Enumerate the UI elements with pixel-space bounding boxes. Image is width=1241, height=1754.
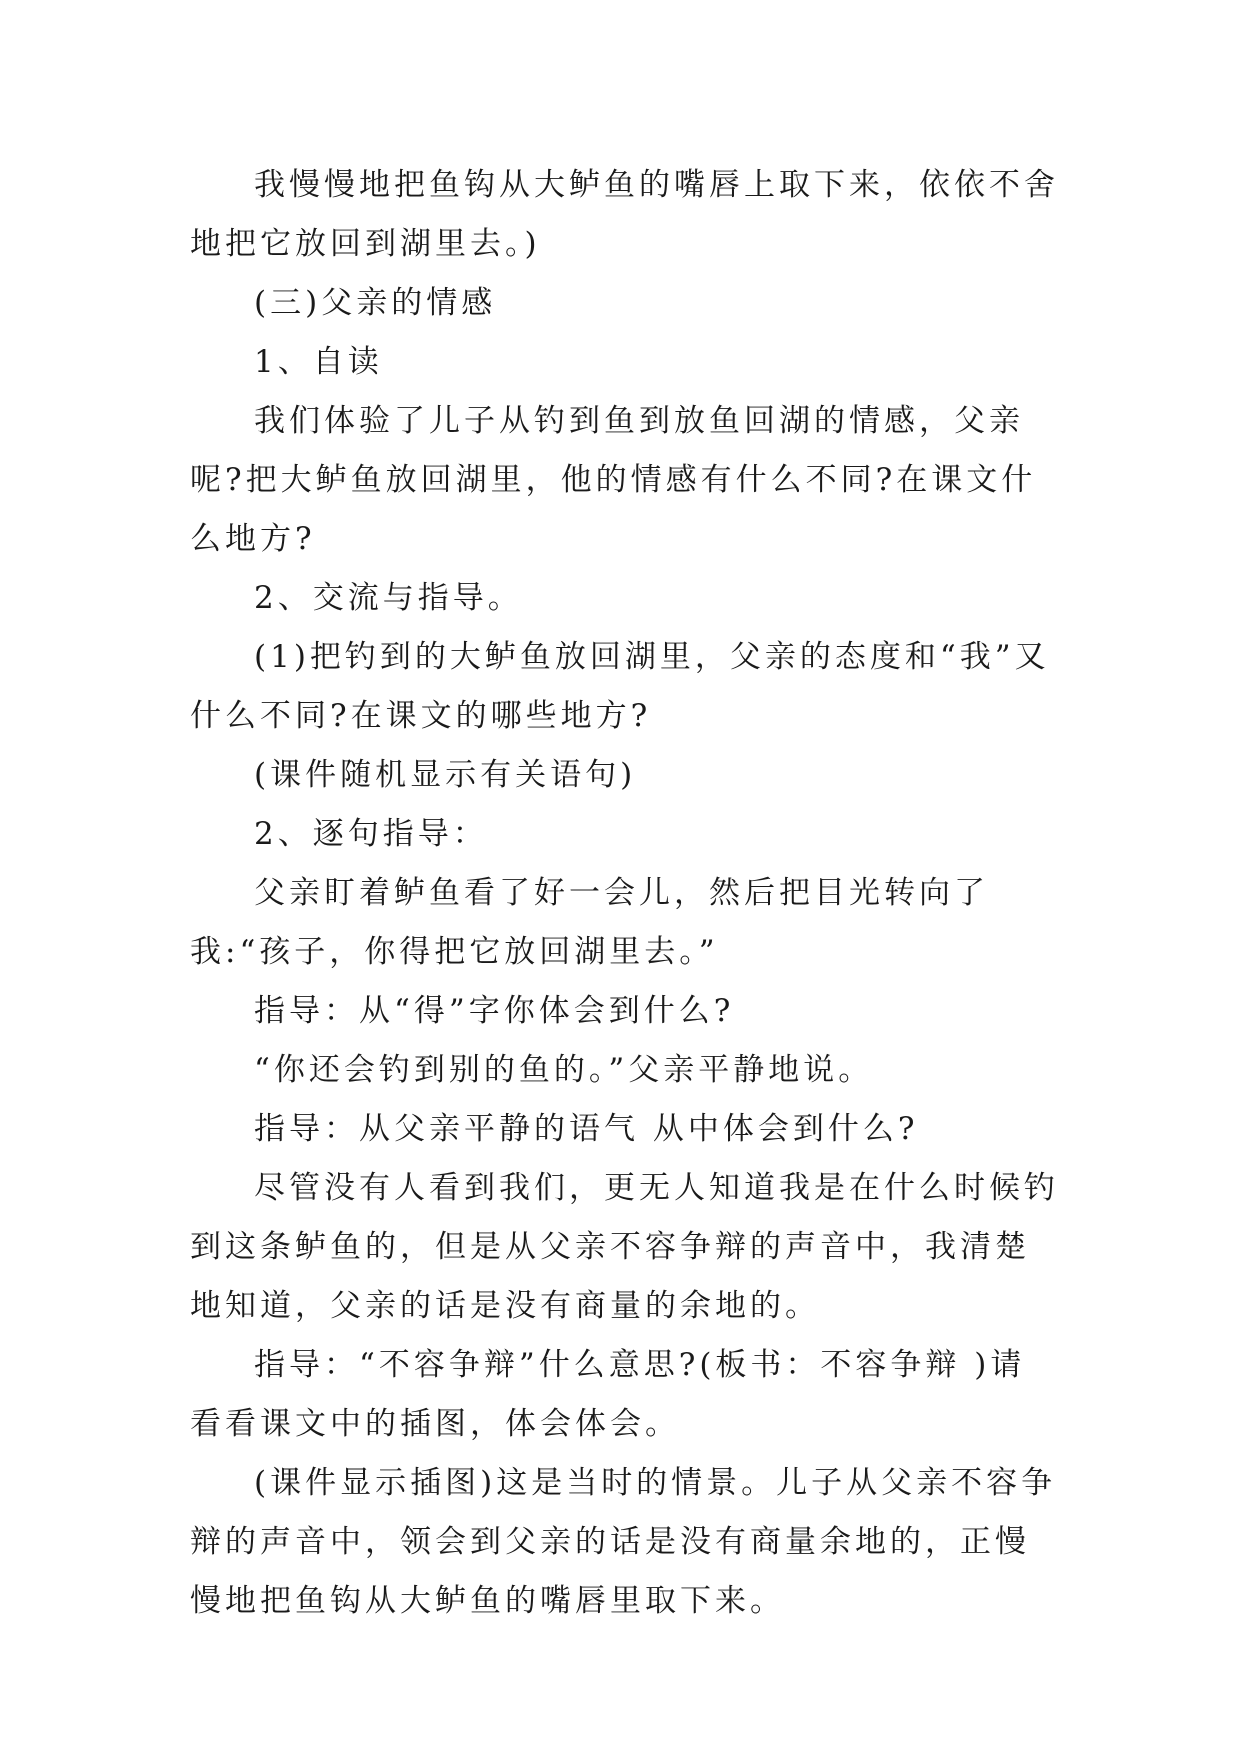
step-self-reading: 1、自读 — [254, 344, 383, 380]
document-body — [190, 156, 1060, 1631]
paragraph-release-fish: 我慢慢地把鱼钩从大鲈鱼的嘴唇上取下来，依依不舍地把它放回到湖里去。) — [190, 167, 1059, 262]
note-courseware-sentences: (课件随机显示有关语句) — [254, 757, 637, 793]
guidance-calm-tone: 指导：从父亲平静的语气 从中体会到什么? — [254, 1111, 919, 1147]
guidance-indisputable: 指导：“不容争辩”什么意思?(板书：不容争辩 )请看看课文中的插图，体会体会。 — [190, 1347, 1026, 1442]
paragraph-illustration-scene: (课件显示插图)这是当时的情景。儿子从父亲不容争辩的声音中，领会到父亲的话是没有商量余地的，正慢慢地把鱼钩从大鲈鱼的嘴唇里取下来。 — [190, 1465, 1057, 1619]
quote-no-room-to-negotiate: 尽管没有人看到我们，更无人知道我是在什么时候钓到这条鲈鱼的，但是从父亲不容争辩的声音中，我清楚地知道，父亲的话是没有商量的余地的。 — [190, 1170, 1059, 1324]
guidance-de-character: 指导：从“得”字你体会到什么? — [254, 993, 735, 1029]
paragraph-experience-question: 我们体验了儿子从钓到鱼到放鱼回湖的情感，父亲呢?把大鲈鱼放回湖里，他的情感有什么不同?在课文什么地方? — [190, 403, 1037, 557]
section-heading-father-emotion: (三)父亲的情感 — [254, 285, 497, 321]
quote-father-stares: 父亲盯着鲈鱼看了好一会儿，然后把目光转向了我:“孩子，你得把它放回湖里去。” — [190, 875, 989, 970]
step-exchange-guidance: 2、交流与指导。 — [254, 580, 523, 616]
quote-other-fish: “你还会钓到别的鱼的。”父亲平静地说。 — [254, 1052, 874, 1088]
step-sentence-guidance: 2、逐句指导： — [254, 816, 488, 852]
question-father-attitude: (1)把钓到的大鲈鱼放回湖里，父亲的态度和“我”又什么不同?在课文的哪些地方? — [190, 639, 1050, 734]
